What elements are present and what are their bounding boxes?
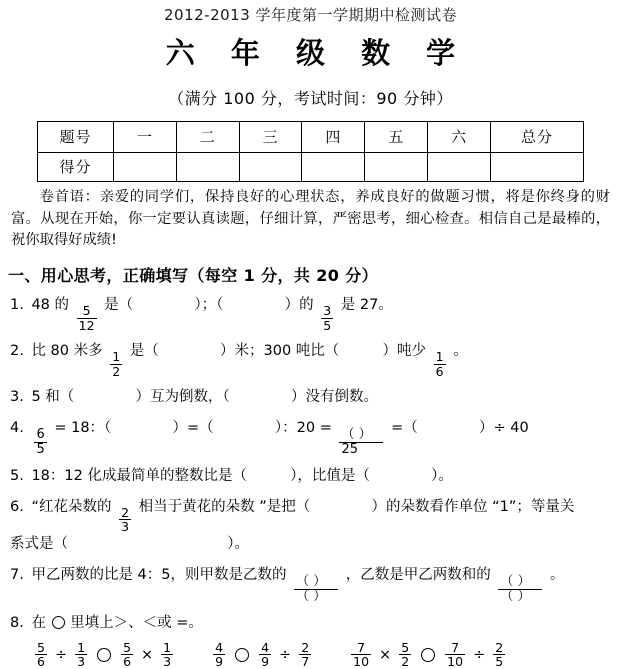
- fraction-denominator: 9: [261, 654, 270, 669]
- question-6-part-3: ）的朵数看作单位 “1”；等量关: [371, 498, 575, 515]
- fraction-numerator: 5: [123, 639, 132, 655]
- question-4-part-1: = 18：（: [54, 419, 112, 436]
- fraction-numerator: 2: [301, 639, 310, 655]
- question-6-part-1: “红花朵数的: [31, 498, 112, 515]
- question-2-part-3: ）米；300 吨比（: [220, 343, 340, 359]
- table-score-cell-3[interactable]: [239, 152, 302, 181]
- table-row-score: [38, 152, 584, 181]
- table-header-col-4: 四: [302, 121, 365, 152]
- fraction-numerator: 5: [82, 303, 91, 318]
- fraction-numerator-blank[interactable]: （ ）: [500, 573, 531, 589]
- page-title: 六 年 级 数 学: [165, 35, 469, 70]
- question-5: [10, 457, 621, 488]
- comparison-2-circle-blank[interactable]: [235, 648, 249, 662]
- question-2-fraction-2: [434, 350, 446, 378]
- question-8: [10, 604, 621, 635]
- table-header-label: 题号: [38, 121, 114, 152]
- question-1-part-1: 48 的: [31, 297, 70, 313]
- fraction-denominator: 2: [112, 363, 121, 379]
- fraction-numerator: 6: [36, 426, 45, 442]
- table-row-header: [38, 121, 584, 152]
- question-7-fraction-2[interactable]: [498, 575, 542, 604]
- question-6-part-2: 相当于黄花的朵数 ”是把（: [138, 498, 311, 515]
- question-4-fraction-2[interactable]: [339, 428, 383, 457]
- question-7-fraction-1[interactable]: [294, 575, 338, 604]
- fraction-numerator: 5: [401, 639, 410, 655]
- question-2-number: 2.: [10, 343, 24, 359]
- fraction-denominator: 10: [353, 654, 370, 669]
- fraction-numerator: 5: [37, 639, 45, 655]
- question-8-comparison-row: [10, 635, 621, 669]
- fraction-denominator: 25: [339, 442, 383, 457]
- question-4: [10, 409, 621, 457]
- exam-year-line: 2012-2013 学年度第一学期期中检测试卷: [163, 6, 458, 24]
- fraction-denominator: 3: [163, 654, 172, 669]
- score-table-container: [0, 109, 621, 182]
- preamble-text: 卷首语：亲爱的同学们，保持良好的心理状态，养成良好的做题习惯，将是你终身的财富。从现在开始，你一定要认真读题，仔细计算，严密思考，细心检查。相信自己是最棒的，祝你取得好成绩!: [11, 188, 610, 249]
- question-1-number: 1.: [10, 297, 24, 313]
- question-8-number: 8.: [10, 614, 24, 631]
- table-score-cell-5[interactable]: [365, 152, 428, 181]
- fraction-numerator-blank[interactable]: （ ）: [341, 426, 372, 442]
- question-7-part-1: 甲乙两数的比是 4：5，则甲数是乙数的: [31, 566, 287, 583]
- comparison-3-right-fraction-2: [493, 641, 505, 669]
- comparison-3-right-fraction-1: [445, 641, 465, 669]
- comparison-1-circle-blank[interactable]: [97, 648, 111, 662]
- question-3-part-2: ）互为倒数，（: [135, 389, 230, 405]
- table-score-cell-total[interactable]: [491, 152, 584, 181]
- question-2-part-1: 比 80 米多: [31, 343, 103, 359]
- fraction-numerator: 7: [451, 639, 460, 655]
- fraction-denominator: 10: [447, 654, 464, 669]
- comparison-1-right-operator: ×: [141, 646, 154, 663]
- question-3-part-1: 5 和（: [31, 389, 75, 405]
- fraction-numerator: 1: [163, 639, 172, 655]
- question-list: [0, 286, 621, 669]
- fraction-denominator: 6: [123, 654, 132, 669]
- question-4-fraction-1: [34, 428, 46, 457]
- comparison-2-right-operator: ÷: [279, 646, 292, 663]
- question-4-part-2: ）=（: [172, 419, 214, 436]
- fraction-denominator: 5: [323, 317, 332, 333]
- comparison-1-right-fraction-2: [161, 641, 173, 669]
- question-6-part-4: 系式是（: [10, 535, 68, 552]
- fraction-denominator: 6: [37, 654, 45, 669]
- table-score-cell-2[interactable]: [176, 152, 239, 181]
- table-score-cell-6[interactable]: [428, 152, 491, 181]
- question-5-part-1: 18：12 化成最简单的整数比是（: [31, 468, 247, 485]
- fraction-numerator: 2: [121, 504, 130, 520]
- fraction-numerator: 3: [323, 303, 332, 318]
- fraction-numerator-blank[interactable]: （ ）: [296, 573, 327, 589]
- question-1-part-2: 是（: [104, 297, 134, 313]
- question-7-part-2: ，乙数是甲乙两数和的: [345, 566, 491, 583]
- comparison-3-left-fraction-2: [399, 641, 411, 669]
- exam-subtitle: （满分 100 分，考试时间：90 分钟）: [168, 88, 453, 108]
- comparison-3: [348, 641, 508, 669]
- fraction-denominator-blank[interactable]: （ ）: [294, 589, 338, 604]
- comparison-2: [210, 641, 314, 669]
- question-5-number: 5.: [10, 468, 24, 485]
- question-2-part-2: 是（: [129, 343, 159, 359]
- question-1-fraction-2: [321, 304, 333, 332]
- fraction-denominator: 5: [495, 654, 504, 669]
- fraction-denominator: 6: [435, 363, 444, 379]
- table-header-col-6: 六: [428, 121, 491, 152]
- question-3-part-3: ）没有倒数。: [290, 389, 378, 405]
- question-6-fraction-1: [119, 506, 131, 534]
- question-1-fraction-1: [77, 304, 97, 332]
- comparison-2-left-fraction-1: [213, 641, 225, 669]
- fraction-numerator: 7: [357, 639, 366, 655]
- fraction-denominator: 3: [77, 654, 86, 669]
- question-4-part-3: ）：20 =: [274, 419, 332, 436]
- comparison-3-right-operator: ÷: [473, 646, 486, 663]
- question-2-part-4: ）吨少: [382, 343, 427, 359]
- question-2-fraction-1: [110, 350, 122, 378]
- comparison-2-right-fraction-1: [259, 641, 271, 669]
- fraction-denominator: 3: [121, 519, 130, 535]
- question-5-part-2: ），比值是（: [290, 468, 370, 485]
- question-5-part-3: ）。: [431, 468, 453, 485]
- question-1-part-3: ）；（: [194, 297, 224, 313]
- comparison-2-right-fraction-2: [299, 641, 311, 669]
- question-8-part-2: 里填上＞、＜或 =。: [70, 614, 203, 631]
- question-4-number: 4.: [10, 419, 24, 436]
- question-2: [10, 332, 621, 378]
- fraction-numerator: 4: [261, 639, 270, 655]
- question-3-number: 3.: [10, 389, 24, 405]
- fraction-denominator: 2: [401, 654, 410, 669]
- table-score-label: 得分: [38, 152, 114, 181]
- fraction-denominator-blank[interactable]: （ ）: [498, 589, 542, 604]
- circle-icon: [52, 616, 65, 629]
- question-4-part-4: =（: [391, 419, 418, 436]
- section-heading-1: 一、用心思考，正确填写（每空 1 分，共 20 分）: [8, 266, 379, 285]
- question-7-part-3: 。: [549, 566, 565, 583]
- question-7: [10, 556, 621, 604]
- question-7-number: 7.: [10, 566, 24, 583]
- score-table: [37, 121, 584, 182]
- question-8-part-1: 在: [31, 614, 46, 631]
- fraction-denominator: 9: [215, 654, 224, 669]
- fraction-numerator: 1: [435, 349, 444, 364]
- question-1-part-4: ）的: [284, 297, 314, 313]
- table-score-cell-4[interactable]: [302, 152, 365, 181]
- question-6: [10, 488, 621, 556]
- table-header-col-2: 二: [176, 121, 239, 152]
- fraction-denominator: 12: [78, 317, 95, 333]
- fraction-denominator: 7: [301, 654, 310, 669]
- fraction-numerator: 1: [112, 349, 121, 364]
- comparison-3-left-fraction-1: [351, 641, 371, 669]
- question-6-part-5: ）。: [227, 535, 249, 552]
- question-1-part-5: 是 27。: [340, 297, 393, 313]
- question-3: [10, 378, 621, 409]
- question-4-part-5: ）÷ 40: [478, 419, 529, 436]
- table-header-col-1: 一: [114, 121, 177, 152]
- comparison-3-left-operator: ×: [379, 646, 392, 663]
- fraction-denominator: 5: [36, 442, 45, 458]
- comparison-1-left-fraction-1: [35, 641, 47, 669]
- fraction-numerator: 4: [215, 639, 224, 655]
- comparison-1: [32, 641, 176, 669]
- comparison-3-circle-blank[interactable]: [421, 648, 435, 662]
- comparison-1-left-fraction-2: [75, 641, 87, 669]
- table-score-cell-1[interactable]: [114, 152, 177, 181]
- question-1: [10, 286, 621, 332]
- table-header-total: 总分: [491, 121, 584, 152]
- question-2-part-5: 。: [453, 343, 468, 359]
- comparison-1-left-operator: ÷: [54, 646, 68, 663]
- table-header-col-5: 五: [365, 121, 428, 152]
- question-6-line-2: [10, 534, 621, 556]
- fraction-numerator: 2: [495, 639, 504, 655]
- comparison-1-right-fraction-1: [121, 641, 133, 669]
- table-header-col-3: 三: [239, 121, 302, 152]
- question-6-number: 6.: [10, 498, 24, 515]
- fraction-numerator: 1: [77, 639, 86, 655]
